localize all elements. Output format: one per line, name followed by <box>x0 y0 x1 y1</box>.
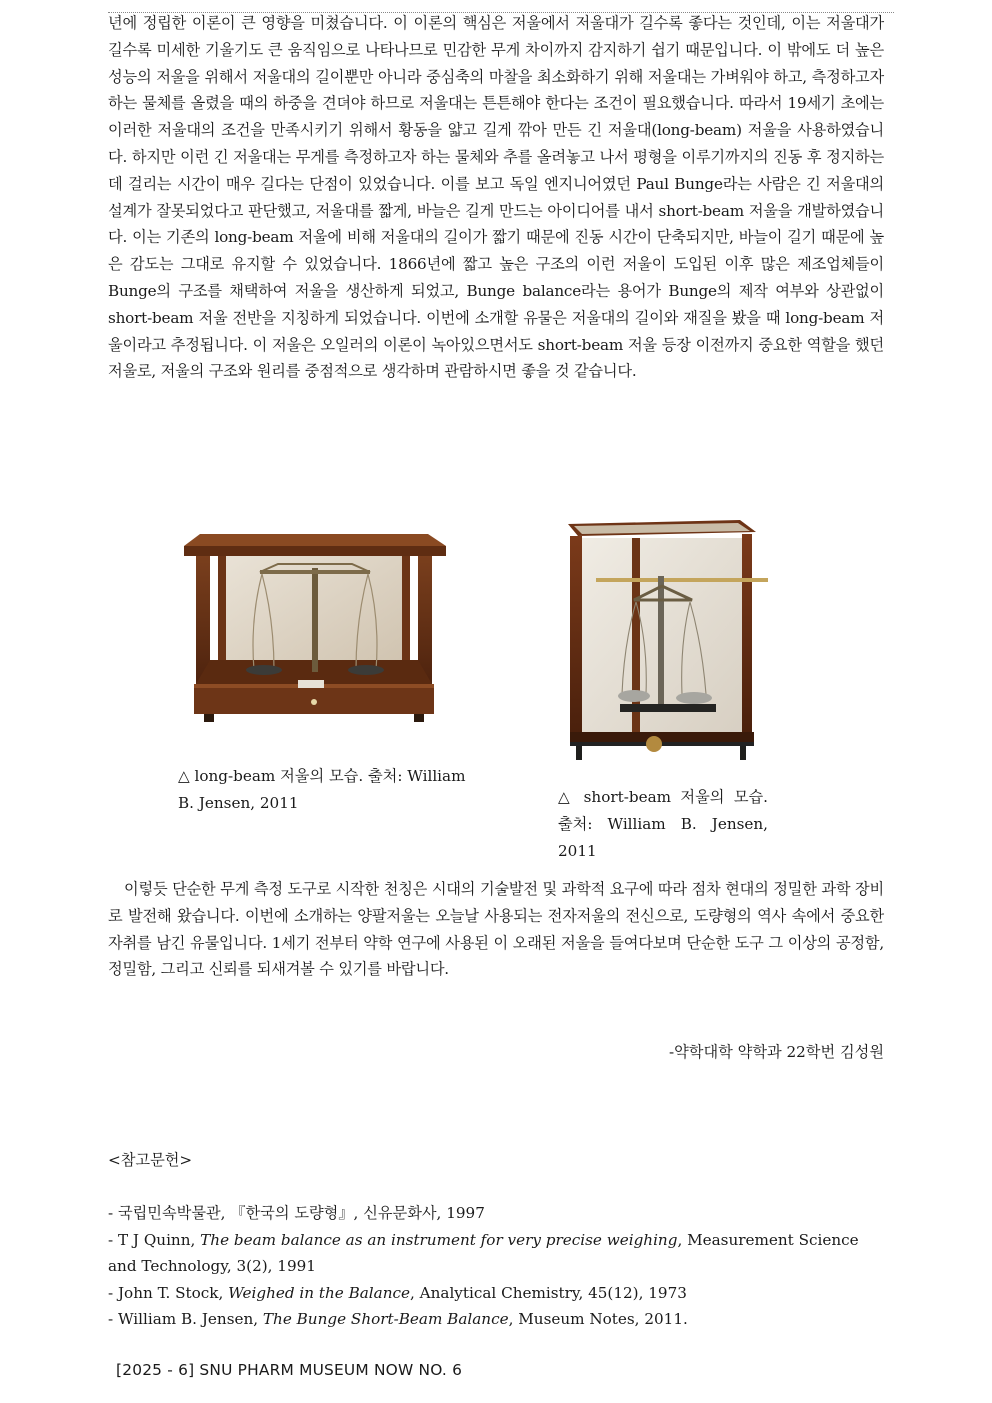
short-beam-balance-photo <box>560 514 770 770</box>
long-beam-caption: △ long-beam 저울의 모습. 출처: William B. Jensen, 2011 <box>178 767 466 812</box>
references-list <box>108 1200 884 1333</box>
author-line: -약학대학 약학과 22학번 김성원 <box>669 1043 884 1061</box>
reference-item: - T J Quinn, The beam balance as an instrument for very precise weighing, Measurement Science and Technology, 3(2), 1991 <box>108 1230 859 1276</box>
reference-item: - John T. Stock, Weighed in the Balance, Analytical Chemistry, 45(12), 1973 <box>108 1283 687 1302</box>
short-beam-caption: △ short-beam 저울의 모습. 출처: William B. Jensen, 2011 <box>558 788 768 860</box>
page-footer: [2025 - 6] SNU PHARM MUSEUM NOW NO. 6 <box>116 1361 463 1379</box>
references-title: <참고문헌> <box>108 1151 193 1169</box>
reference-item: - 국립민속박물관, 『한국의 도량형』, 신유문화사, 1997 <box>108 1204 485 1222</box>
reference-item: - William B. Jensen, The Bunge Short-Beam Balance, Museum Notes, 2011. <box>108 1310 688 1329</box>
body-paragraph-2: 이렇듯 단순한 무게 측정 도구로 시작한 천칭은 시대의 기술발전 및 과학적 요구에 따라 점차 현대의 정밀한 과학 장비로 발전해 왔습니다. 이번에 소개하는 양팔저울는 오늘날 사용되는 전자저울의 전신으로, 도량형의 역사 속에서 중요한 자취를 남긴 유물입니다. 1세기 전부터 약학 연구에 사용된 이 오래된 저울을 들여다보며 단순한 도구 그 이상의 공정함, 정밀함, 그리고 신뢰를 되새겨볼 수 있기를 바랍니다. <box>108 880 884 979</box>
long-beam-balance-photo <box>180 520 448 724</box>
body-paragraph-1: 년에 정립한 이론이 큰 영향을 미쳤습니다. 이 이론의 핵심은 저울에서 저울대가 길수록 좋다는 것인데, 이는 저울대가 길수록 미세한 기울기도 큰 움직임으로 나타나므로 민감한 무게 차이까지 감지하기 쉽기 때문입니다. 이 밖에도 더 높은 성능의 저울을 위해서 저울대의 길이뿐만 아니라 중심축의 마찰을 최소화하기 위해 저울대는 가벼워야 하고, 측정하고자 하는 물체를 올렸을 때의 하중을 견뎌야 하므로 저울대는 튼튼해야 한다는 조건이 필요했습니다. 따라서 19세기 초에는 이러한 저울대의 조건을 만족시키기 위해서 황동을 얇고 길게 깎아 만든 긴 저울대(long-beam) 저울을 사용하였습니다. 하지만 이런 긴 저울대는 무게를 측정하고자 하는 물체와 추를 올려놓고 나서 평형을 이루기까지의 진동 후 정지하는데 걸리는 시간이 매우 길다는 단점이 있었습니다. 이를 보고 독일 엔지니어였던 Paul Bunge라는 사람은 긴 저울대의 설계가 잘못되었다고 판단했고, 저울대를 짧게, 바늘은 길게 만드는 아이디어를 내서 short-beam 저울을 개발하였습니다. 이는 기존의 long-beam 저울에 비해 저울대의 길이가 짧기 때문에 진동 시간이 단축되지만, 바늘이 길기 때문에 높은 감도는 그대로 유지할 수 있었습니다. 1866년에 짧고 높은 구조의 이런 저울이 도입된 이후 많은 제조업체들이 Bunge의 구조를 채택하여 저울을 생산하게 되었고, Bunge balance라는 용어가 Bunge의 제작 여부와 상관없이 short-beam 저울 전반을 지칭하게 되었습니다. 이번에 소개할 유물은 저울대의 길이와 재질을 봤을 때 long-beam 저울이라고 추정됩니다. 이 저울은 오일러의 이론이 녹아있으면서도 short-beam 저울 등장 이전까지 중요한 역할을 했던 저울로, 저울의 구조와 원리를 중점적으로 생각하며 관람하시면 좋을 것 같습니다. <box>108 14 884 381</box>
